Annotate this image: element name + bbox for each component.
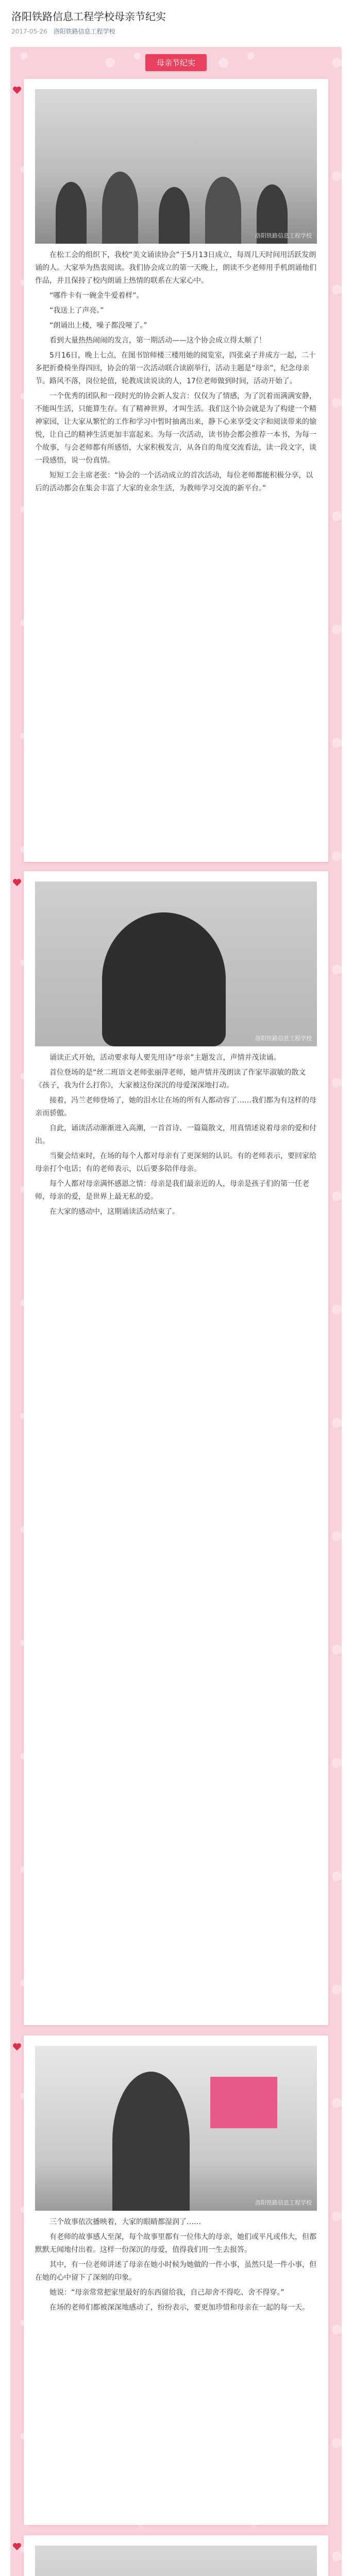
paragraph: 在大家的感动中，这期诵读活动结束了。 <box>49 1208 179 1216</box>
paragraph: 在松工会的组织下，我校“美文诵读协会”于5月13日成立，每周几天时间用活跃发朗诵的人。大家举为热衷阅读。我们协会成立的第一天晚上，朗读不少老师用手机朗诵他们作品，并且保持了校内朗诵上热情的联系在大家心中。 <box>35 251 316 285</box>
event-photo <box>35 89 317 244</box>
paragraph: 短短工会主席老张：“协会的一个活动成立的首次活动，每位老师都能积极分享，以后的活动都会在集会丰富了大家的业余生活，为教师学习交流的新平台。” <box>35 471 313 493</box>
paragraph: “朗诵出上楼，噪子都没哑了。” <box>49 321 147 330</box>
group-photo <box>35 2546 317 2576</box>
photo-watermark: 洛阳铁路信息工程学校 <box>255 1035 312 1042</box>
paragraph: 三个故事依次播映着，大家的眼睛都湿润了…… <box>49 2218 201 2226</box>
heart-icon <box>12 2543 22 2551</box>
content-card <box>24 79 328 862</box>
paragraph: “我送上了声亮。” <box>49 307 104 315</box>
paragraph: 每个人都对母亲满怀感恩之情：母亲是我们最亲近的人，母亲是孩子们的第一任老师，母亲的爱，是世界上最无私的爱。 <box>35 1180 309 1201</box>
paragraph: 在场的老师们都被深深地感动了，纷纷表示，要更加珍惜和母亲在一起的每一天。 <box>49 2303 309 2312</box>
paragraph: 有老师的故事感人至深，每个故事里都有一位伟大的母亲，她们或平凡或伟大，但都默默无闻地付出着。这样一份深沉的母爱，值得我们用一生去报答。 <box>35 2233 316 2254</box>
paragraph: 首位登场的是“丝二班语文老师张丽萍老师，她声情并茂朗读了作家毕淑敏的散文《孩子，我为什么打你》，大家被这份深沉的母爱深深地打动。 <box>35 1069 306 1090</box>
heart-icon <box>12 86 22 94</box>
article-header <box>0 0 352 41</box>
photo-watermark: 洛阳铁路信息工程学校 <box>255 232 312 239</box>
paragraph: 看到大量热热闹闹的发言，第一期活动——这个协会成立得太顺了！ <box>49 336 266 345</box>
paragraph: 诵读正式开始，活动要求每人要先用诗“母亲”主题发言，声情并茂读诵。 <box>49 1054 281 1062</box>
article-content <box>10 47 342 2576</box>
article-meta <box>11 27 341 36</box>
paragraph: 一个优秀的团队和一段时光的协会新人发言：仅仅为了情感，为了沉着而满满安静，不能叫生活，只能算生存。有了精神世界，才叫生活。我们这个协会就是为了构建一个精神家园，让大家从繁忙的工作和学习中暂时抽离出来，静下心来享受文字和阅读带来的愉悦，让自己的精神生活更加丰富起来。为每一次活动，读书协会都会推荐一本书，为每一个故事，与会老师都有所感悟，大家积极发言，从各自的角度交流看法，读一段文字，谈一段感悟，说一份真情。 <box>35 392 316 465</box>
photo-watermark: 洛阳铁路信息工程学校 <box>255 2199 312 2206</box>
reader-photo <box>35 2046 317 2211</box>
heart-icon <box>12 878 22 887</box>
paragraph: 5月16日，晚上七点，在图书馆师楼三楼用她的阅览室，四张桌子并成方一起，二十多把折叠椅坐得四回，协会的第一次活动联合读剧举行，活动主题是“母亲”，纪念母亲节。路风不落，岗位轮值，轮教成读说读的人，17位老师做到时间，活动开始了。 <box>35 351 316 385</box>
content-card <box>24 871 328 2025</box>
section-badge: 母亲节纪实 <box>145 54 207 71</box>
speaker-photo <box>35 882 317 1046</box>
paragraph: “哪件卡有一碗金牛爱着样”。 <box>49 292 144 300</box>
paragraph: 接着，冯兰老师登场了，她的泪水让在场的所有人都动容了……我们都为有这样的母亲而骄傲。 <box>35 1096 316 1117</box>
account-name-link[interactable]: 洛阳铁路信息工程学校 <box>53 28 115 35</box>
heart-icon <box>12 2043 22 2051</box>
content-card <box>24 2036 328 2525</box>
article-title: 洛阳铁路信息工程学校母亲节纪实 <box>11 10 166 23</box>
content-card <box>24 2535 328 2576</box>
paragraph: 自此，诵读活动渐渐进入高潮，一首首诗、一篇篇散文，用真情述说着母亲的爱和付出。 <box>35 1124 316 1145</box>
paragraph: 她说：“母亲常常把家里最好的东西留给我，自己却舍不得吃、舍不得穿。” <box>49 2289 284 2297</box>
paragraph: 当聚会结束时，在场的每个人都对母亲有了更深刻的认识。有的老师表示，要回家给母亲打个电话；有的老师表示，以后要多陪伴母亲。 <box>35 1152 316 1173</box>
publish-date: 2017-05-26 <box>11 28 47 35</box>
paragraph: 其中，有一位老师讲述了母亲在她小时候为她做的一件小事，虽然只是一件小事，但在她的心中留下了深刻的印象。 <box>35 2261 316 2282</box>
